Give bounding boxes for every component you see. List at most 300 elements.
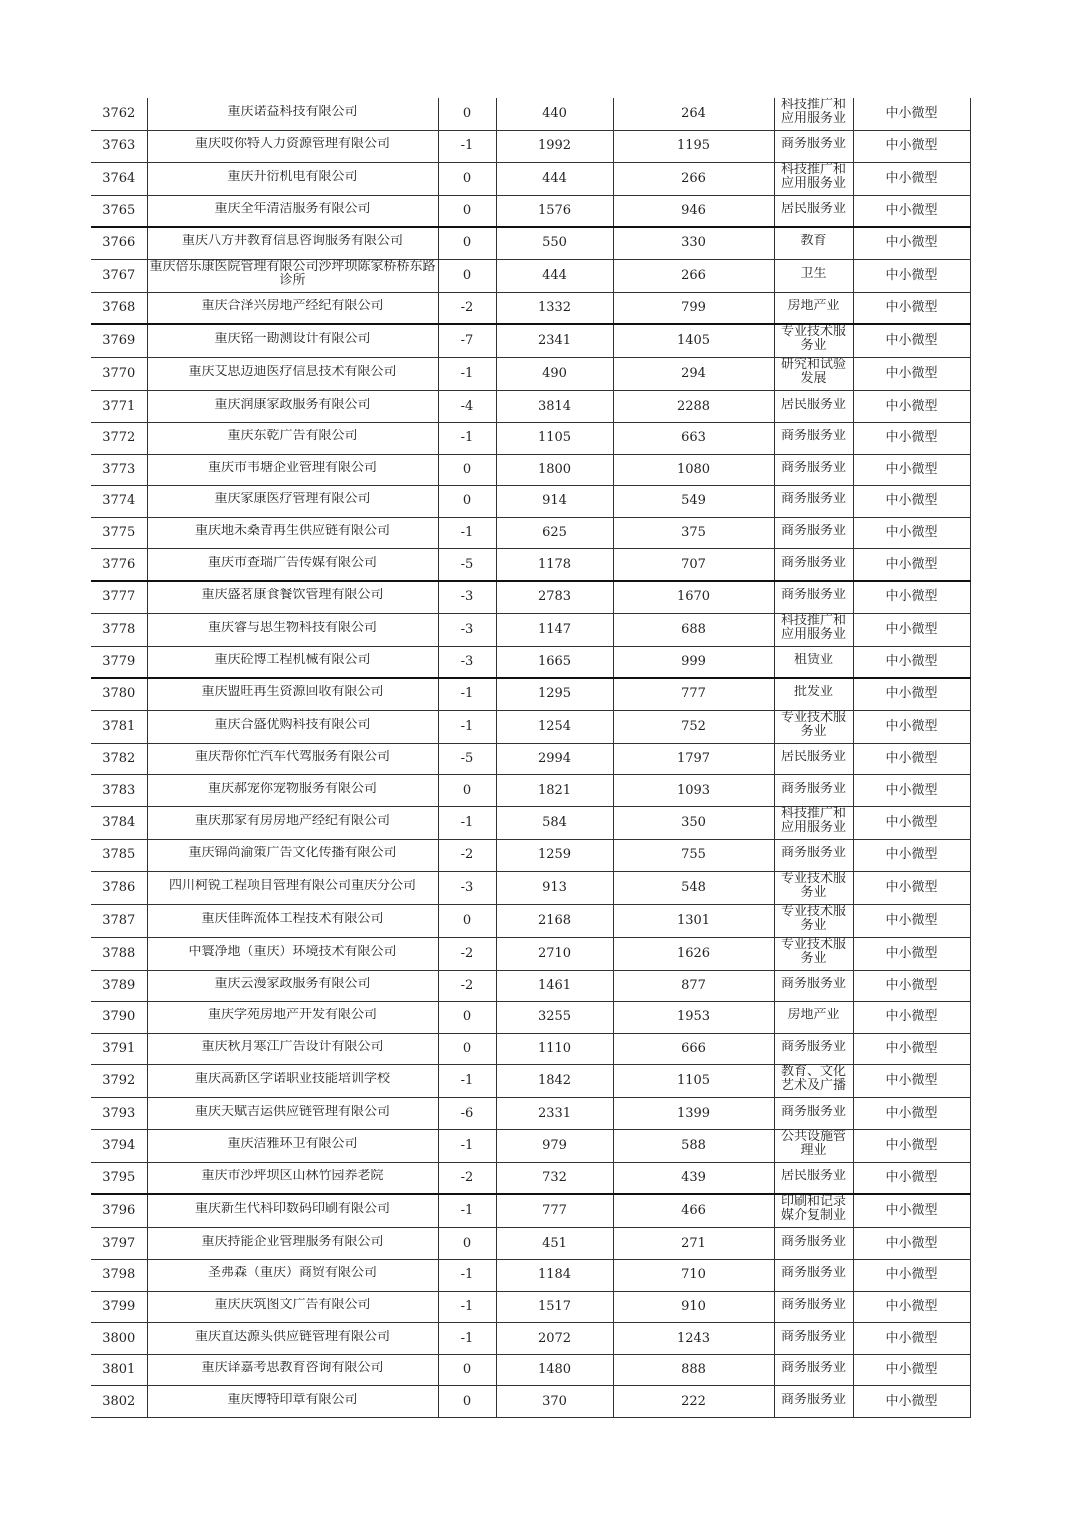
change-value: 0 <box>462 235 472 251</box>
value-b-cell <box>613 775 774 807</box>
value-a-cell <box>496 486 613 518</box>
value-b: 330 <box>681 235 706 251</box>
row-id: 3763 <box>102 138 136 154</box>
value-b-cell <box>613 324 774 358</box>
table-row <box>91 162 970 195</box>
value-b-cell <box>613 646 774 678</box>
company-name-cell <box>147 422 438 454</box>
enterprise-size-cell <box>853 227 970 259</box>
company-name: 重庆砼博工程机械有限公司 <box>214 652 371 667</box>
value-a-cell <box>496 775 613 807</box>
value-a: 732 <box>542 1170 567 1186</box>
enterprise-size: 中小微型 <box>885 1073 938 1089</box>
change-value: -3 <box>460 653 474 669</box>
enterprise-size: 中小微型 <box>885 430 938 446</box>
change-value-cell <box>438 1033 496 1065</box>
change-value-cell <box>438 1386 496 1418</box>
change-value: -1 <box>460 718 474 734</box>
value-b-cell <box>613 613 774 646</box>
enterprise-size-cell <box>853 904 970 937</box>
enterprise-size: 中小微型 <box>885 589 938 605</box>
value-a-cell <box>496 422 613 454</box>
enterprise-size: 中小微型 <box>885 556 938 572</box>
row-id-cell <box>91 613 147 646</box>
company-name: 重庆那家有房房地产经纪有限公司 <box>194 813 390 828</box>
row-id-cell <box>91 195 147 227</box>
row-id: 3770 <box>102 366 136 382</box>
row-id-cell <box>91 549 147 581</box>
industry: 商务服务业 <box>780 588 846 603</box>
row-id: 3762 <box>102 106 136 121</box>
industry-cell <box>774 1129 853 1162</box>
change-value-cell <box>438 1098 496 1130</box>
row-id: 3767 <box>102 267 136 283</box>
change-value-cell <box>438 324 496 358</box>
row-id: 3766 <box>102 235 136 251</box>
value-b-cell <box>613 131 774 163</box>
enterprise-size: 中小微型 <box>885 493 938 509</box>
value-a: 1576 <box>537 202 572 218</box>
industry: 商务服务业 <box>780 1329 846 1344</box>
row-id-cell <box>91 1129 147 1162</box>
company-name-cell <box>147 1386 438 1418</box>
change-value: -3 <box>460 621 474 637</box>
value-a-cell <box>496 131 613 163</box>
company-name: 重庆天赋吉运供应链管理有限公司 <box>194 1104 390 1119</box>
company-name-cell <box>147 1194 438 1228</box>
value-b: 222 <box>681 1393 706 1409</box>
industry-cell <box>774 581 853 613</box>
industry: 居民服务业 <box>780 750 846 765</box>
industry: 研究和试验发展 <box>780 358 846 387</box>
row-id-cell <box>91 1291 147 1323</box>
value-b-cell <box>613 1129 774 1162</box>
change-value: 0 <box>462 493 472 509</box>
value-b: 350 <box>681 814 706 830</box>
value-b: 1105 <box>676 1073 711 1089</box>
change-value-cell <box>438 454 496 486</box>
value-a-cell <box>496 1291 613 1323</box>
table-row <box>91 1162 970 1194</box>
industry: 商务服务业 <box>780 781 846 796</box>
value-b: 888 <box>681 1362 706 1378</box>
industry: 商务服务业 <box>780 137 846 152</box>
industry-cell <box>774 871 853 904</box>
enterprise-size-cell <box>853 454 970 486</box>
enterprise-size: 中小微型 <box>885 138 938 154</box>
enterprise-size: 中小微型 <box>885 267 938 283</box>
value-b: 1399 <box>676 1105 711 1121</box>
value-b: 1626 <box>676 945 711 961</box>
enterprise-size: 中小微型 <box>885 106 938 121</box>
row-id-cell <box>91 1098 147 1130</box>
company-name-cell <box>147 517 438 549</box>
industry: 印刷和记录媒介复制业 <box>780 1195 846 1224</box>
row-id-cell <box>91 391 147 423</box>
value-a-cell <box>496 937 613 970</box>
value-b: 777 <box>681 686 706 702</box>
change-value-cell <box>438 937 496 970</box>
row-id-cell <box>91 646 147 678</box>
company-name: 重庆郝宠你宠物服务有限公司 <box>207 781 377 796</box>
table-body <box>91 98 970 1418</box>
value-b: 466 <box>681 1203 706 1219</box>
enterprise-size: 中小微型 <box>885 847 938 863</box>
value-b: 752 <box>681 718 706 734</box>
row-id-cell <box>91 1260 147 1292</box>
value-a: 1821 <box>537 782 572 798</box>
industry: 卫生 <box>800 266 827 281</box>
company-name-cell <box>147 259 438 292</box>
industry-cell <box>774 1162 853 1194</box>
value-a: 777 <box>542 1203 567 1219</box>
change-value: -1 <box>460 1267 474 1283</box>
value-b-cell <box>613 581 774 613</box>
enterprise-size-cell <box>853 1098 970 1130</box>
value-b: 755 <box>681 847 706 863</box>
row-id-cell <box>91 775 147 807</box>
change-value-cell <box>438 806 496 839</box>
table-row <box>91 486 970 518</box>
value-b-cell <box>613 678 774 710</box>
row-id-cell <box>91 806 147 839</box>
enterprise-size-cell <box>853 1323 970 1355</box>
industry-cell <box>774 839 853 871</box>
row-id: 3796 <box>102 1203 136 1219</box>
enterprise-size: 中小微型 <box>885 686 938 702</box>
value-b-cell <box>613 1065 774 1098</box>
industry-cell <box>774 1033 853 1065</box>
value-a: 1295 <box>537 686 572 702</box>
row-id: 3800 <box>102 1330 136 1346</box>
enterprise-size-cell <box>853 1354 970 1386</box>
value-b-cell <box>613 1228 774 1260</box>
company-name-cell <box>147 710 438 743</box>
value-a: 1461 <box>537 977 572 993</box>
company-name-cell <box>147 391 438 423</box>
company-name: 重庆新生代科印数码印刷有限公司 <box>194 1202 390 1217</box>
change-value: 0 <box>462 1040 472 1056</box>
enterprise-size: 中小微型 <box>885 653 938 669</box>
industry-cell <box>774 1098 853 1130</box>
company-name: 重庆艾思迈迪医疗信息技术有限公司 <box>188 365 397 380</box>
company-name: 重庆持能企业管理服务有限公司 <box>201 1234 384 1249</box>
company-name: 重庆合盛优购科技有限公司 <box>214 717 371 732</box>
company-name: 重庆全年清洁服务有限公司 <box>214 201 371 216</box>
enterprise-size: 中小微型 <box>885 945 938 961</box>
value-a-cell <box>496 743 613 775</box>
industry-cell <box>774 646 853 678</box>
change-value-cell <box>438 98 496 131</box>
value-b: 799 <box>681 300 706 316</box>
enterprise-size-cell <box>853 1386 970 1418</box>
table-row <box>91 292 970 324</box>
company-name-cell <box>147 970 438 1002</box>
value-a-cell <box>496 1354 613 1386</box>
enterprise-size-cell <box>853 391 970 423</box>
value-a-cell <box>496 1194 613 1228</box>
row-id: 3772 <box>102 430 136 446</box>
company-name-cell <box>147 549 438 581</box>
change-value: -1 <box>460 1137 474 1153</box>
value-a: 2341 <box>537 333 572 349</box>
industry: 专业技术服务业 <box>780 325 846 354</box>
row-id-cell <box>91 904 147 937</box>
industry-cell <box>774 517 853 549</box>
value-b: 663 <box>681 430 706 446</box>
row-id-cell <box>91 1065 147 1098</box>
value-b: 375 <box>681 525 706 541</box>
enterprise-size-cell <box>853 422 970 454</box>
enterprise-size: 中小微型 <box>885 170 938 186</box>
company-name-cell <box>147 1354 438 1386</box>
value-a-cell <box>496 1162 613 1194</box>
value-a: 1259 <box>537 847 572 863</box>
row-id-cell <box>91 1033 147 1065</box>
industry-cell <box>774 391 853 423</box>
company-name-cell <box>147 195 438 227</box>
value-b-cell <box>613 871 774 904</box>
enterprise-size: 中小微型 <box>885 1203 938 1219</box>
value-a-cell <box>496 1002 613 1034</box>
value-a: 1992 <box>537 138 572 154</box>
industry-cell <box>774 678 853 710</box>
company-name: 重庆博特印章有限公司 <box>227 1392 358 1407</box>
value-b-cell <box>613 259 774 292</box>
enterprise-size: 中小微型 <box>885 1040 938 1056</box>
row-id-cell <box>91 1354 147 1386</box>
value-a: 1147 <box>537 621 572 637</box>
enterprise-size-cell <box>853 678 970 710</box>
table-row <box>91 581 970 613</box>
row-id-cell <box>91 324 147 358</box>
change-value-cell <box>438 1323 496 1355</box>
change-value: 0 <box>462 170 472 186</box>
change-value: 0 <box>462 106 472 121</box>
company-name-cell <box>147 162 438 195</box>
enterprise-size-cell <box>853 549 970 581</box>
enterprise-size: 中小微型 <box>885 1235 938 1251</box>
table-row <box>91 1033 970 1065</box>
company-name: 重庆家康医疗管理有限公司 <box>214 492 371 507</box>
industry-cell <box>774 743 853 775</box>
change-value-cell <box>438 970 496 1002</box>
value-a: 913 <box>542 879 567 895</box>
value-b: 877 <box>681 977 706 993</box>
value-b-cell <box>613 1291 774 1323</box>
enterprise-size: 中小微型 <box>885 398 938 414</box>
table-row <box>91 871 970 904</box>
enterprise-size-cell <box>853 839 970 871</box>
change-value: -2 <box>460 847 474 863</box>
row-id: 3765 <box>102 202 136 218</box>
company-name-cell <box>147 871 438 904</box>
change-value-cell <box>438 195 496 227</box>
row-id-cell <box>91 937 147 970</box>
value-a-cell <box>496 517 613 549</box>
company-name-cell <box>147 1002 438 1034</box>
company-name: 重庆帮你忙汽车代驾服务有限公司 <box>194 750 390 765</box>
change-value: 0 <box>462 1362 472 1378</box>
row-id-cell <box>91 1386 147 1418</box>
company-name: 重庆八方井教育信息咨询服务有限公司 <box>181 234 403 249</box>
industry: 教育、文化艺术及广播 <box>780 1065 846 1094</box>
row-id-cell <box>91 871 147 904</box>
value-b: 266 <box>681 267 706 283</box>
company-name-cell <box>147 775 438 807</box>
value-b: 264 <box>681 106 706 121</box>
enterprise-size-cell <box>853 98 970 131</box>
row-id-cell <box>91 1194 147 1228</box>
industry: 专业技术服务业 <box>780 710 846 739</box>
table-row <box>91 259 970 292</box>
industry-cell <box>774 422 853 454</box>
enterprise-size-cell <box>853 358 970 391</box>
enterprise-size: 中小微型 <box>885 718 938 734</box>
value-b-cell <box>613 839 774 871</box>
enterprise-size-cell <box>853 1228 970 1260</box>
change-value: -1 <box>460 686 474 702</box>
table-row <box>91 775 970 807</box>
table-row <box>91 937 970 970</box>
industry: 商务服务业 <box>780 429 846 444</box>
company-name: 重庆佳晖流体工程技术有限公司 <box>201 911 384 926</box>
value-a: 3814 <box>537 398 572 414</box>
company-name: 重庆东乾广告有限公司 <box>227 429 358 444</box>
value-a-cell <box>496 358 613 391</box>
change-value-cell <box>438 871 496 904</box>
change-value-cell <box>438 549 496 581</box>
table-row <box>91 839 970 871</box>
change-value-cell <box>438 839 496 871</box>
company-table <box>91 98 971 1418</box>
value-a: 444 <box>542 170 567 186</box>
change-value-cell <box>438 1002 496 1034</box>
row-id-cell <box>91 517 147 549</box>
enterprise-size-cell <box>853 646 970 678</box>
row-id: 3792 <box>102 1073 136 1089</box>
enterprise-size-cell <box>853 970 970 1002</box>
change-value-cell <box>438 904 496 937</box>
row-id: 3794 <box>102 1137 136 1153</box>
industry: 商务服务业 <box>780 976 846 991</box>
enterprise-size: 中小微型 <box>885 782 938 798</box>
industry: 专业技术服务业 <box>780 871 846 900</box>
enterprise-size: 中小微型 <box>885 366 938 382</box>
enterprise-size: 中小微型 <box>885 1330 938 1346</box>
value-a: 3255 <box>537 1009 572 1025</box>
enterprise-size: 中小微型 <box>885 621 938 637</box>
industry: 商务服务业 <box>780 846 846 861</box>
row-id-cell <box>91 162 147 195</box>
enterprise-size: 中小微型 <box>885 333 938 349</box>
company-name-cell <box>147 454 438 486</box>
value-a: 2783 <box>537 589 572 605</box>
industry: 商务服务业 <box>780 555 846 570</box>
value-b: 910 <box>681 1298 706 1314</box>
enterprise-size: 中小微型 <box>885 1393 938 1409</box>
table-row <box>91 358 970 391</box>
change-value: 0 <box>462 1235 472 1251</box>
value-a-cell <box>496 1033 613 1065</box>
industry: 房地产业 <box>787 1008 840 1023</box>
value-b-cell <box>613 358 774 391</box>
value-b-cell <box>613 710 774 743</box>
row-id-cell <box>91 486 147 518</box>
enterprise-size-cell <box>853 1162 970 1194</box>
value-a-cell <box>496 391 613 423</box>
company-name: 重庆合泽兴房地产经纪有限公司 <box>201 299 384 314</box>
value-b-cell <box>613 195 774 227</box>
value-b-cell <box>613 806 774 839</box>
table-row <box>91 227 970 259</box>
table-row <box>91 1323 970 1355</box>
row-id-cell <box>91 1002 147 1034</box>
value-b-cell <box>613 1386 774 1418</box>
company-name: 中寰净地（重庆）环境技术有限公司 <box>188 944 397 959</box>
table-row <box>91 195 970 227</box>
company-name: 重庆盟旺再生资源回收有限公司 <box>201 685 384 700</box>
change-value-cell <box>438 1354 496 1386</box>
table-row <box>91 454 970 486</box>
change-value: -5 <box>460 556 474 572</box>
industry-cell <box>774 227 853 259</box>
value-a-cell <box>496 581 613 613</box>
value-b: 266 <box>681 170 706 186</box>
industry: 居民服务业 <box>780 397 846 412</box>
row-id: 3790 <box>102 1009 136 1025</box>
value-a: 1665 <box>537 653 572 669</box>
value-a: 440 <box>542 106 567 121</box>
value-b-cell <box>613 517 774 549</box>
value-a-cell <box>496 678 613 710</box>
value-a: 1517 <box>537 1298 572 1314</box>
enterprise-size-cell <box>853 871 970 904</box>
value-a: 2994 <box>537 751 572 767</box>
row-id: 3784 <box>102 814 136 830</box>
industry: 居民服务业 <box>780 201 846 216</box>
change-value-cell <box>438 227 496 259</box>
company-name: 重庆哎你特人力资源管理有限公司 <box>194 137 390 152</box>
enterprise-size-cell <box>853 1033 970 1065</box>
value-b-cell <box>613 422 774 454</box>
value-a: 2168 <box>537 912 572 928</box>
row-id: 3787 <box>102 912 136 928</box>
row-id: 3768 <box>102 300 136 316</box>
value-b: 2288 <box>676 398 711 414</box>
change-value-cell <box>438 486 496 518</box>
industry-cell <box>774 1002 853 1034</box>
company-name-cell <box>147 1260 438 1292</box>
value-b: 1301 <box>676 912 711 928</box>
value-a-cell <box>496 292 613 324</box>
change-value-cell <box>438 613 496 646</box>
change-value: -3 <box>460 879 474 895</box>
change-value: -6 <box>460 1105 474 1121</box>
industry-cell <box>774 1291 853 1323</box>
row-id: 3780 <box>102 686 136 702</box>
row-id-cell <box>91 227 147 259</box>
enterprise-size: 中小微型 <box>885 912 938 928</box>
industry-cell <box>774 613 853 646</box>
value-a-cell <box>496 324 613 358</box>
company-name-cell <box>147 1033 438 1065</box>
industry: 专业技术服务业 <box>780 904 846 933</box>
industry-cell <box>774 1194 853 1228</box>
value-b: 1080 <box>676 461 711 477</box>
value-b-cell <box>613 454 774 486</box>
company-name-cell <box>147 646 438 678</box>
